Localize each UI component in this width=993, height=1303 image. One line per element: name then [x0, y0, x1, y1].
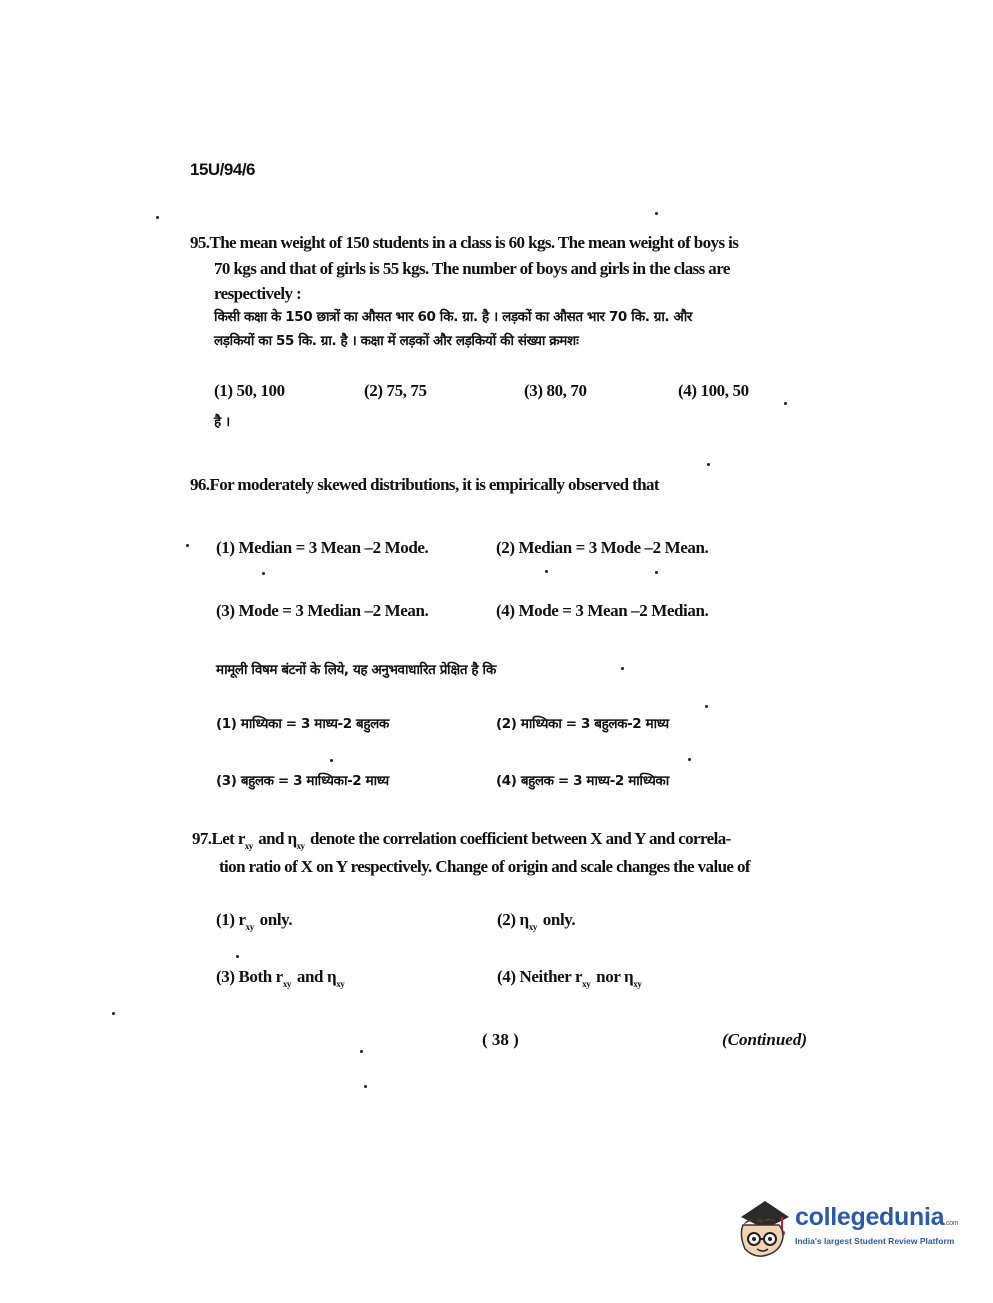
paper-code: 15U/94/6: [190, 160, 255, 179]
q97-option-2: (2) $\eta_{xy}$ only.: [497, 910, 576, 932]
q96-option-1: (1) Median = 3 Mean –2 Mode.: [216, 538, 429, 557]
q96-line1: 96.For moderately skewed distributions, it is empirically observed that: [190, 475, 659, 494]
q96-hindi-option-3: (3) बहुलक = 3 माध्यिका-2 माध्य: [216, 773, 389, 789]
q96-option-4: (4) Mode = 3 Mean –2 Median.: [496, 601, 709, 620]
q95-line3: respectively :: [214, 284, 302, 303]
q97-line1: 97.Let $r_{xy}$ and $\eta_{xy}$ denote the correlation coefficient between X and Y and correla-: [192, 829, 731, 851]
q95-option-3: (3) 80, 70: [524, 381, 587, 400]
q96-option-2: (2) Median = 3 Mode –2 Mean.: [496, 538, 709, 557]
q97-option-4: (4) Neither $r_{xy}$ nor $\eta_{xy}$: [497, 967, 642, 989]
q97-line2: tion ratio of X on Y respectively. Change of origin and scale changes the value of: [219, 857, 750, 876]
q95-option-4: (4) 100, 50: [678, 381, 749, 400]
q95-hindi-line1: किसी कक्षा के 150 छात्रों का औसत भार 60 कि. ग्रा. है । लड़कों का औसत भार 70 कि. ग्रा. और: [214, 309, 692, 325]
continued-label: (Continued): [722, 1030, 808, 1049]
q95-hindi-line3: है ।: [214, 414, 230, 430]
page-number: ( 38 ): [482, 1030, 519, 1049]
logo-tagline: India's largest Student Review Platform: [795, 1236, 955, 1246]
q95-option-2: (2) 75, 75: [364, 381, 427, 400]
q95-line1: 95.The mean weight of 150 students in a class is 60 kgs. The mean weight of boys is: [190, 233, 739, 252]
q96-hindi-option-4: (4) बहुलक = 3 माध्य-2 माध्यिका: [496, 773, 669, 789]
q96-option-3: (3) Mode = 3 Median –2 Mean.: [216, 601, 429, 620]
q95-line2: 70 kgs and that of girls is 55 kgs. The number of boys and girls in the class are: [214, 259, 730, 278]
q97-option-1: (1) $r_{xy}$ only.: [216, 910, 293, 932]
logo-wordmark: collegedunia.com: [795, 1203, 959, 1231]
q96-hindi-option-1: (1) माध्यिका = 3 माध्य-2 बहुलक: [216, 716, 389, 732]
q96-hindi-stem: मामूली विषम बंटनों के लिये, यह अनुभवाधारित प्रेक्षित है कि: [216, 662, 496, 678]
q95-hindi-line2: लड़कियों का 55 कि. ग्रा. है । कक्षा में लड़कों और लड़कियों की संख्या क्रमशः: [214, 333, 579, 349]
q95-option-1: (1) 50, 100: [214, 381, 285, 400]
mascot-icon: [735, 1195, 793, 1265]
collegedunia-logo: [735, 1195, 965, 1265]
q96-hindi-option-2: (2) माध्यिका = 3 बहुलक-2 माध्य: [496, 716, 669, 732]
q97-option-3: (3) Both $r_{xy}$ and $\eta_{xy}$: [216, 967, 345, 989]
